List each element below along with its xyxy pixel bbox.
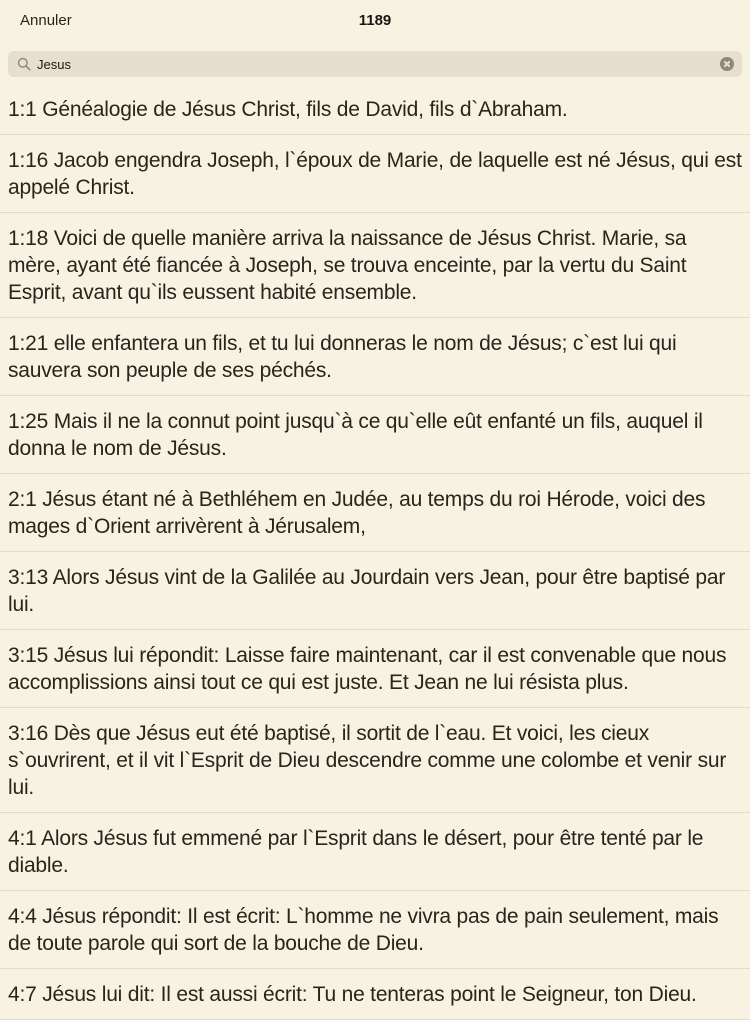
verse-reference: 1:1 [8, 98, 37, 121]
verse-result-row[interactable] [0, 969, 750, 1020]
verse-result-row[interactable] [0, 318, 750, 396]
verse-text: Jésus lui répondit: Laisse faire maintenant, car il est convenable que nous accomplissions ainsi tout ce qui est juste. Et Jean ne lui résista plus. [8, 644, 727, 694]
verse-text: Dès que Jésus eut été baptisé, il sortit de l`eau. Et voici, les cieux s`ouvrirent, et il vit l`Esprit de Dieu descendre comme une colombe et venir sur lui. [8, 722, 727, 799]
clear-icon[interactable] [720, 57, 734, 71]
search-input[interactable] [37, 54, 697, 74]
verse-text: Mais il ne la connut point jusqu`à ce qu`elle eût enfanté un fils, auquel il donna le nom de Jésus. [8, 410, 703, 460]
verse-result-row[interactable] [0, 213, 750, 318]
navigation-bar [0, 0, 750, 44]
cancel-button[interactable]: Annuler [20, 12, 72, 29]
verse-reference: 1:25 [8, 410, 49, 433]
verse-text: Voici de quelle manière arriva la naissance de Jésus Christ. Marie, sa mère, ayant été fiancée à Joseph, se trouva enceinte, par la vertu du Saint Esprit, avant qu`ils eussent habité ensemble. [8, 227, 687, 304]
verse-reference: 3:15 [8, 644, 49, 667]
search-bar[interactable] [8, 51, 742, 77]
verse-text: Alors Jésus fut emmené par l`Esprit dans le désert, pour être tenté par le diable. [8, 827, 704, 877]
verse-text: Jésus lui dit: Il est aussi écrit: Tu ne tenteras point le Seigneur, ton Dieu. [42, 983, 697, 1006]
verse-result-row[interactable] [0, 84, 750, 135]
verse-result-row[interactable] [0, 396, 750, 474]
page-title: 1189 [358, 12, 392, 29]
verse-result-row[interactable] [0, 135, 750, 213]
verse-reference: 4:7 [8, 983, 37, 1006]
verse-reference: 1:16 [8, 149, 49, 172]
verse-text: Alors Jésus vint de la Galilée au Jourdain vers Jean, pour être baptisé par lui. [8, 566, 726, 616]
verse-reference: 3:13 [8, 566, 49, 589]
verse-reference: 4:4 [8, 905, 37, 928]
verse-text: Jésus étant né à Bethléhem en Judée, au temps du roi Hérode, voici des mages d`Orient arrivèrent à Jérusalem, [8, 488, 706, 538]
verse-reference: 4:1 [8, 827, 37, 850]
verse-reference: 3:16 [8, 722, 49, 745]
verse-text: Généalogie de Jésus Christ, fils de David, fils d`Abraham. [42, 98, 568, 121]
verse-result-row[interactable] [0, 552, 750, 630]
verse-text: Jésus répondit: Il est écrit: L`homme ne vivra pas de pain seulement, mais de toute parole qui sort de la bouche de Dieu. [8, 905, 719, 955]
verse-text: elle enfantera un fils, et tu lui donneras le nom de Jésus; c`est lui qui sauvera son peuple de ses péchés. [8, 332, 677, 382]
verse-text: Jacob engendra Joseph, l`époux de Marie, de laquelle est né Jésus, qui est appelé Christ. [8, 149, 742, 199]
verse-reference: 1:21 [8, 332, 49, 355]
search-icon [17, 57, 31, 71]
verse-result-row[interactable] [0, 708, 750, 813]
verse-result-row[interactable] [0, 891, 750, 969]
verse-result-row[interactable] [0, 813, 750, 891]
verse-reference: 2:1 [8, 488, 37, 511]
verse-reference: 1:18 [8, 227, 49, 250]
verse-result-row[interactable] [0, 474, 750, 552]
search-results-list [0, 84, 750, 1020]
verse-result-row[interactable] [0, 630, 750, 708]
